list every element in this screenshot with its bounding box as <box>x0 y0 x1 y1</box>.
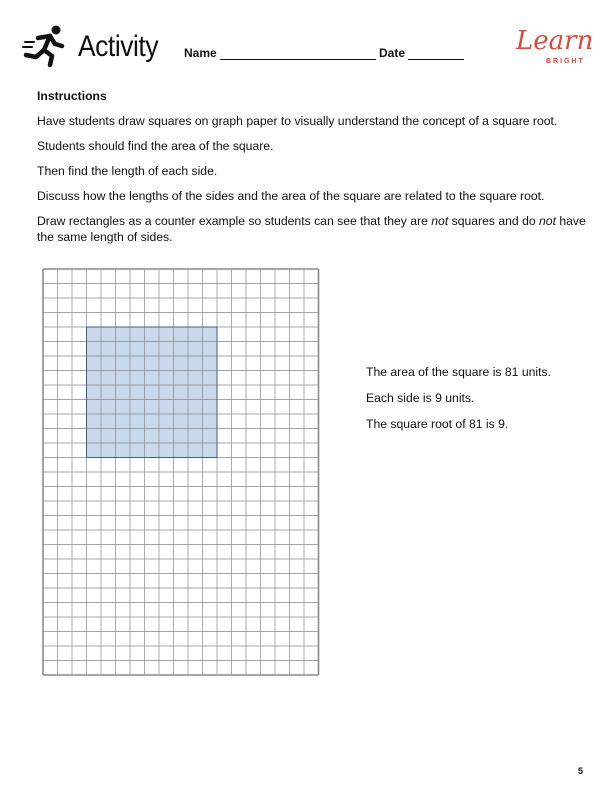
page-header <box>0 0 612 80</box>
date-field <box>379 46 464 60</box>
running-person-icon <box>22 24 68 68</box>
date-label: Date <box>379 46 406 60</box>
answer-section <box>366 364 551 442</box>
square-shape <box>87 327 218 458</box>
name-blank-line[interactable] <box>220 47 376 60</box>
answer-side: Each side is 9 units. <box>366 391 475 405</box>
date-blank-line[interactable] <box>408 47 464 60</box>
logo-main-text: Learn <box>516 26 594 56</box>
answer-root: The square root of 81 is 9. <box>366 417 509 431</box>
name-field <box>184 46 376 60</box>
answer-area: The area of the square is 81 units. <box>366 365 551 379</box>
instruction-1: Have students draw squares on graph paper to visually understand the concept of a square root. <box>37 114 558 128</box>
instruction-5-part-1: Draw rectangles as a counter example so students can see that they are <box>37 214 432 228</box>
instruction-5-emphasis-2: not <box>539 214 556 228</box>
instruction-2: Students should find the area of the square. <box>37 139 274 153</box>
name-label: Name <box>184 46 217 60</box>
graph-paper-grid <box>42 268 320 676</box>
instruction-5-part-3: have the same length of sides. <box>37 214 586 244</box>
instruction-5 <box>37 213 587 245</box>
instructions-section <box>37 88 587 254</box>
learn-bright-logo <box>516 26 596 72</box>
instruction-4: Discuss how the lengths of the sides and the area of the square are related to the square root. <box>37 189 545 203</box>
instruction-5-part-2: squares and do <box>448 214 540 228</box>
instructions-heading: Instructions <box>37 89 107 103</box>
instruction-3: Then find the length of each side. <box>37 164 218 178</box>
instruction-5-emphasis-1: not <box>431 214 449 228</box>
page-number: 5 <box>578 766 584 776</box>
graph-paper <box>42 268 320 681</box>
logo-sub-text: BRIGHT <box>546 58 585 65</box>
page-title: Activity <box>78 30 159 63</box>
